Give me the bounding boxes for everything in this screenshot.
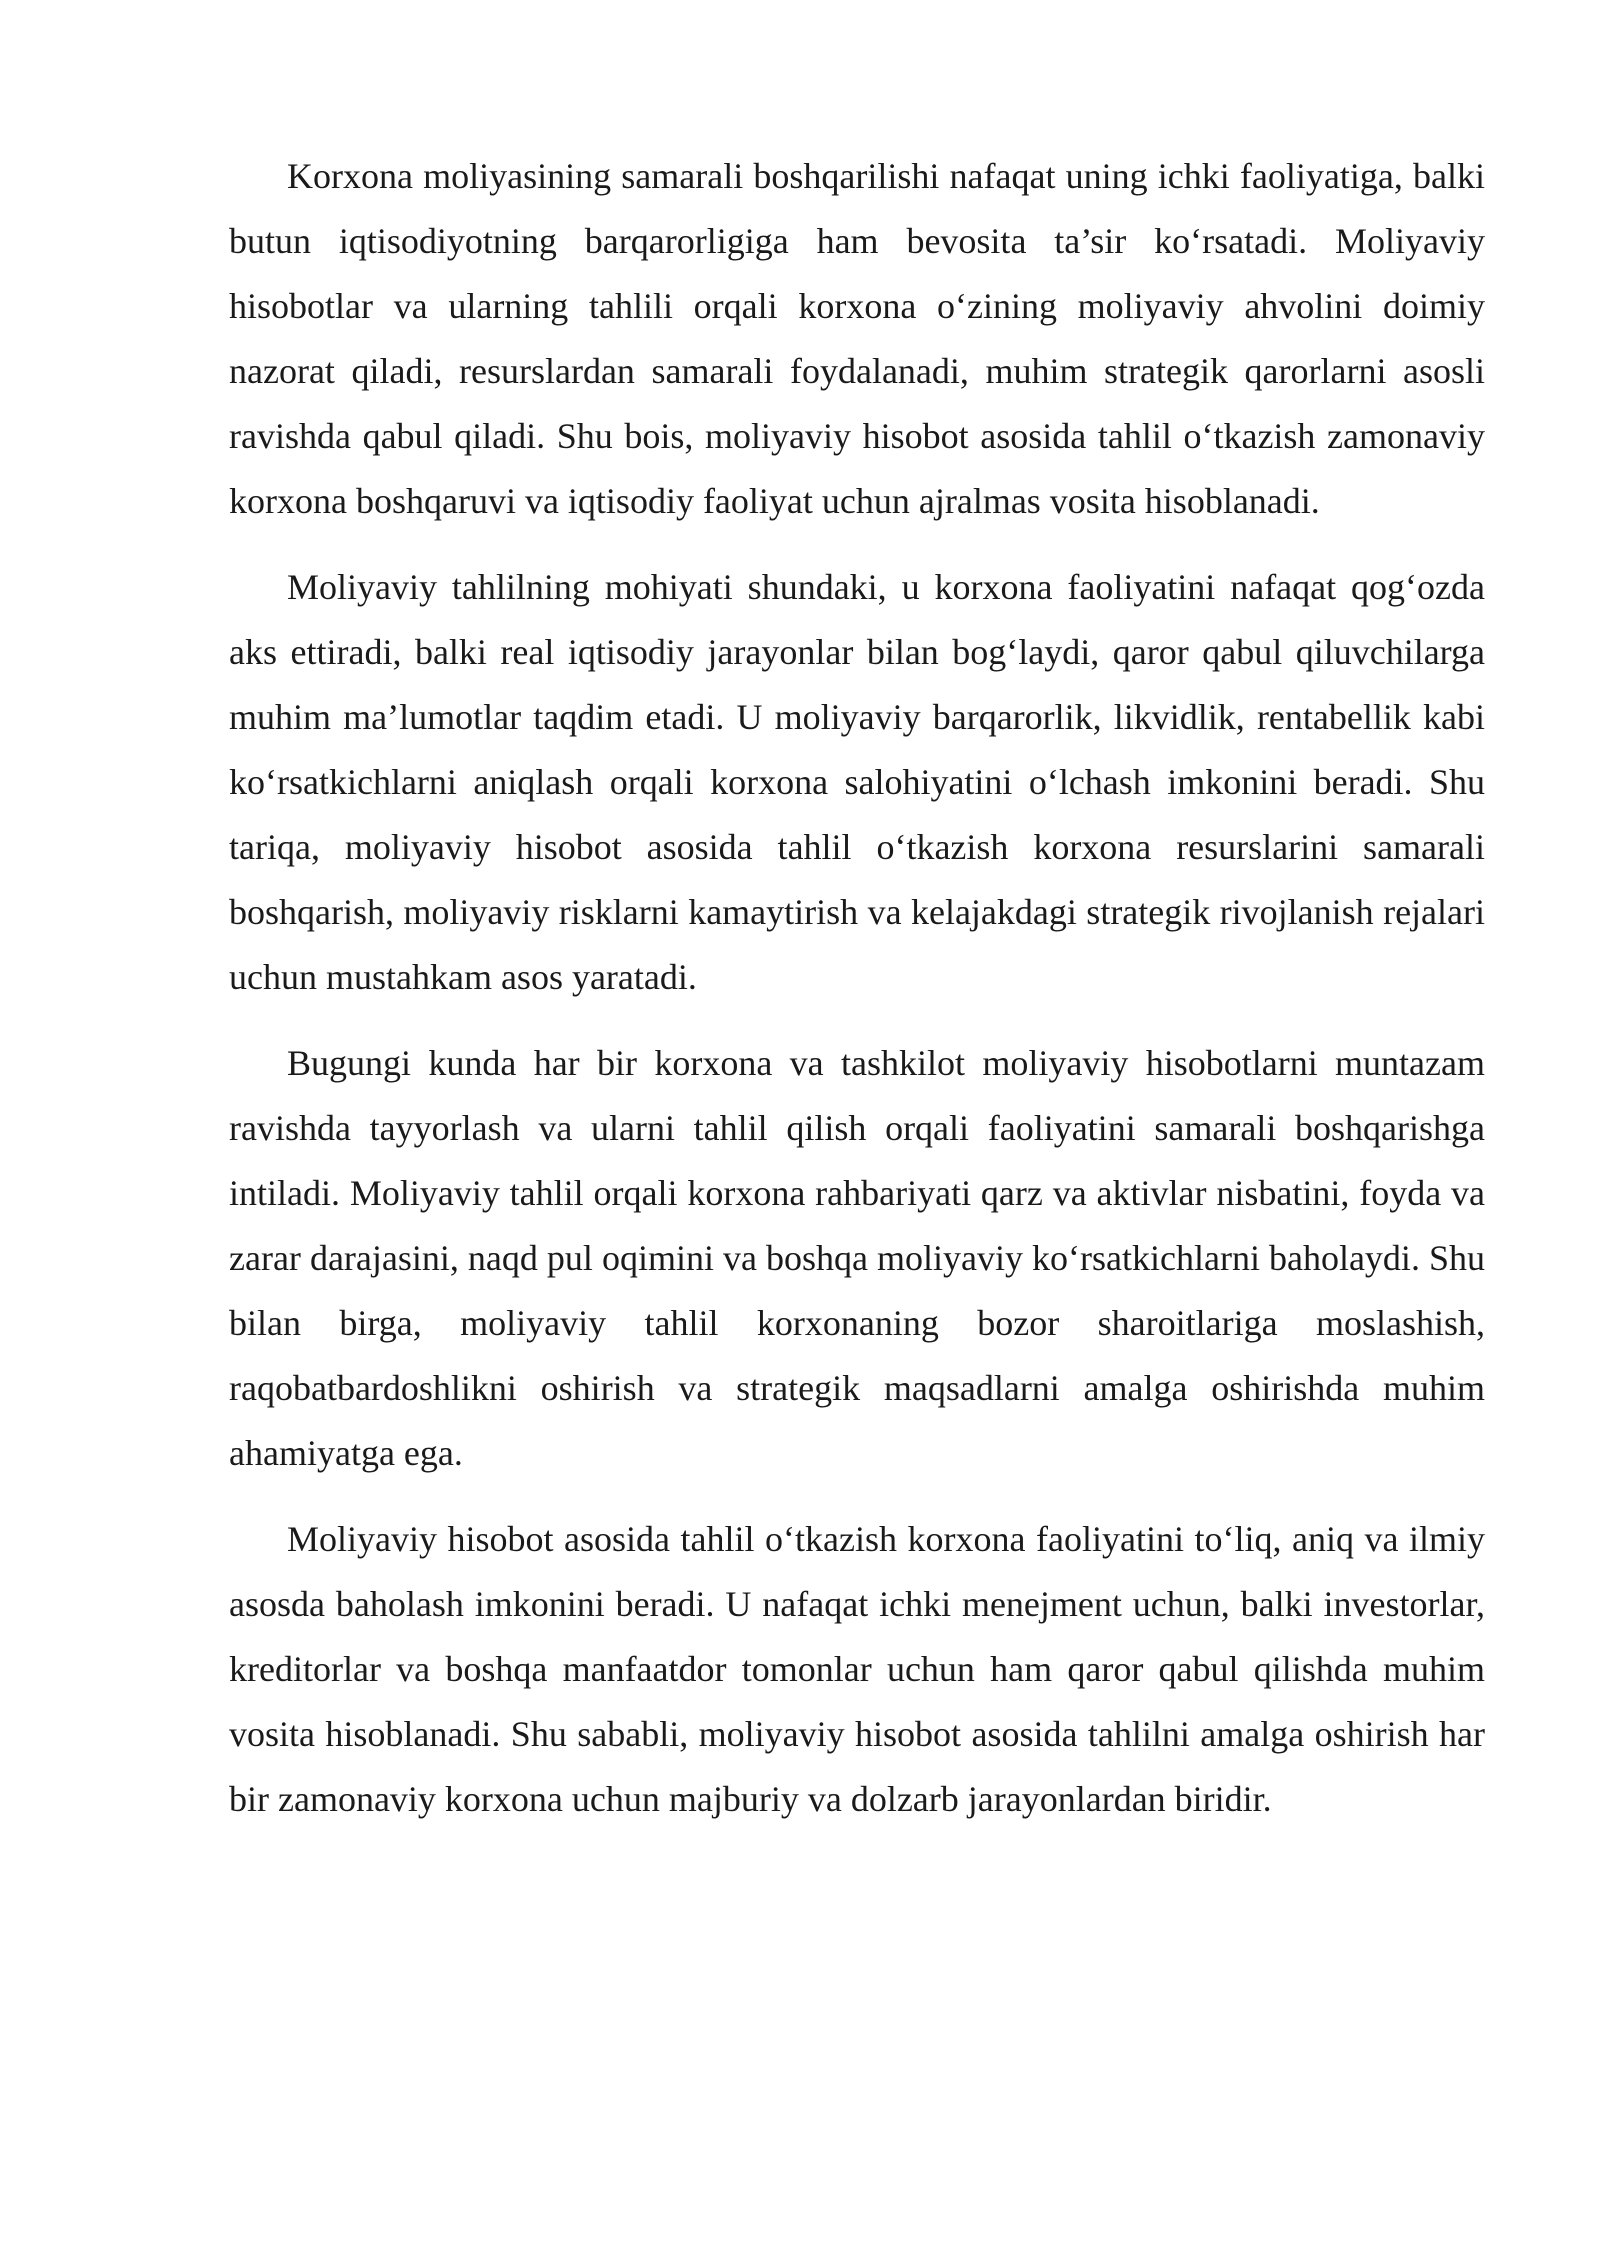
paragraph: Moliyaviy tahlilning mohiyati shundaki, u korxona faoliyatini nafaqat qog‘ozda aks ettiradi, balki real iqtisodiy jarayonlar bilan bog‘laydi, qaror qabul qiluvchilarga muhim ma’lumotlar taqdim etadi. U moliyaviy barqarorlik, likvidlik, rentabellik kabi ko‘rsatkichlarni aniqlash orqali korxona salohiyatini o‘lchash imkonini beradi. Shu tariqa, moliyaviy hisobot asosida tahlil o‘tkazish korxona resurslarini samarali boshqarish, moliyaviy risklarni kamaytirish va kelajakdagi strategik rivojlanish rejalari uchun mustahkam asos yaratadi. <box>229 567 1485 997</box>
paragraph: Bugungi kunda har bir korxona va tashkilot moliyaviy hisobotlarni muntazam ravishda tayyorlash va ularni tahlil qilish orqali faoliyatini samarali boshqarishga intiladi. Moliyaviy tahlil orqali korxona rahbariyati qarz va aktivlar nisbatini, foyda va zarar darajasini, naqd pul oqimini va boshqa moliyaviy ko‘rsatkichlarni baholaydi. Shu bilan birga, moliyaviy tahlil korxonaning bozor sharoitlariga moslashish, raqobatbardoshlikni oshirish va strategik maqsadlarni amalga oshirishda muhim ahamiyatga ega. <box>229 1043 1485 1473</box>
document-page <box>229 144 1485 1853</box>
paragraph: Moliyaviy hisobot asosida tahlil o‘tkazish korxona faoliyatini to‘liq, aniq va ilmiy asosda baholash imkonini beradi. U nafaqat ichki menejment uchun, balki investorlar, kreditorlar va boshqa manfaatdor tomonlar uchun ham qaror qabul qilishda muhim vosita hisoblanadi. Shu sababli, moliyaviy hisobot asosida tahlilni amalga oshirish har bir zamonaviy korxona uchun majburiy va dolzarb jarayonlardan biridir. <box>229 1519 1485 1819</box>
paragraph: Korxona moliyasining samarali boshqarilishi nafaqat uning ichki faoliyatiga, balki butun iqtisodiyotning barqarorligiga ham bevosita ta’sir ko‘rsatadi. Moliyaviy hisobotlar va ularning tahlili orqali korxona o‘zining moliyaviy ahvolini doimiy nazorat qiladi, resurslardan samarali foydalanadi, muhim strategik qarorlarni asosli ravishda qabul qiladi. Shu bois, moliyaviy hisobot asosida tahlil o‘tkazish zamonaviy korxona boshqaruvi va iqtisodiy faoliyat uchun ajralmas vosita hisoblanadi. <box>229 156 1485 521</box>
